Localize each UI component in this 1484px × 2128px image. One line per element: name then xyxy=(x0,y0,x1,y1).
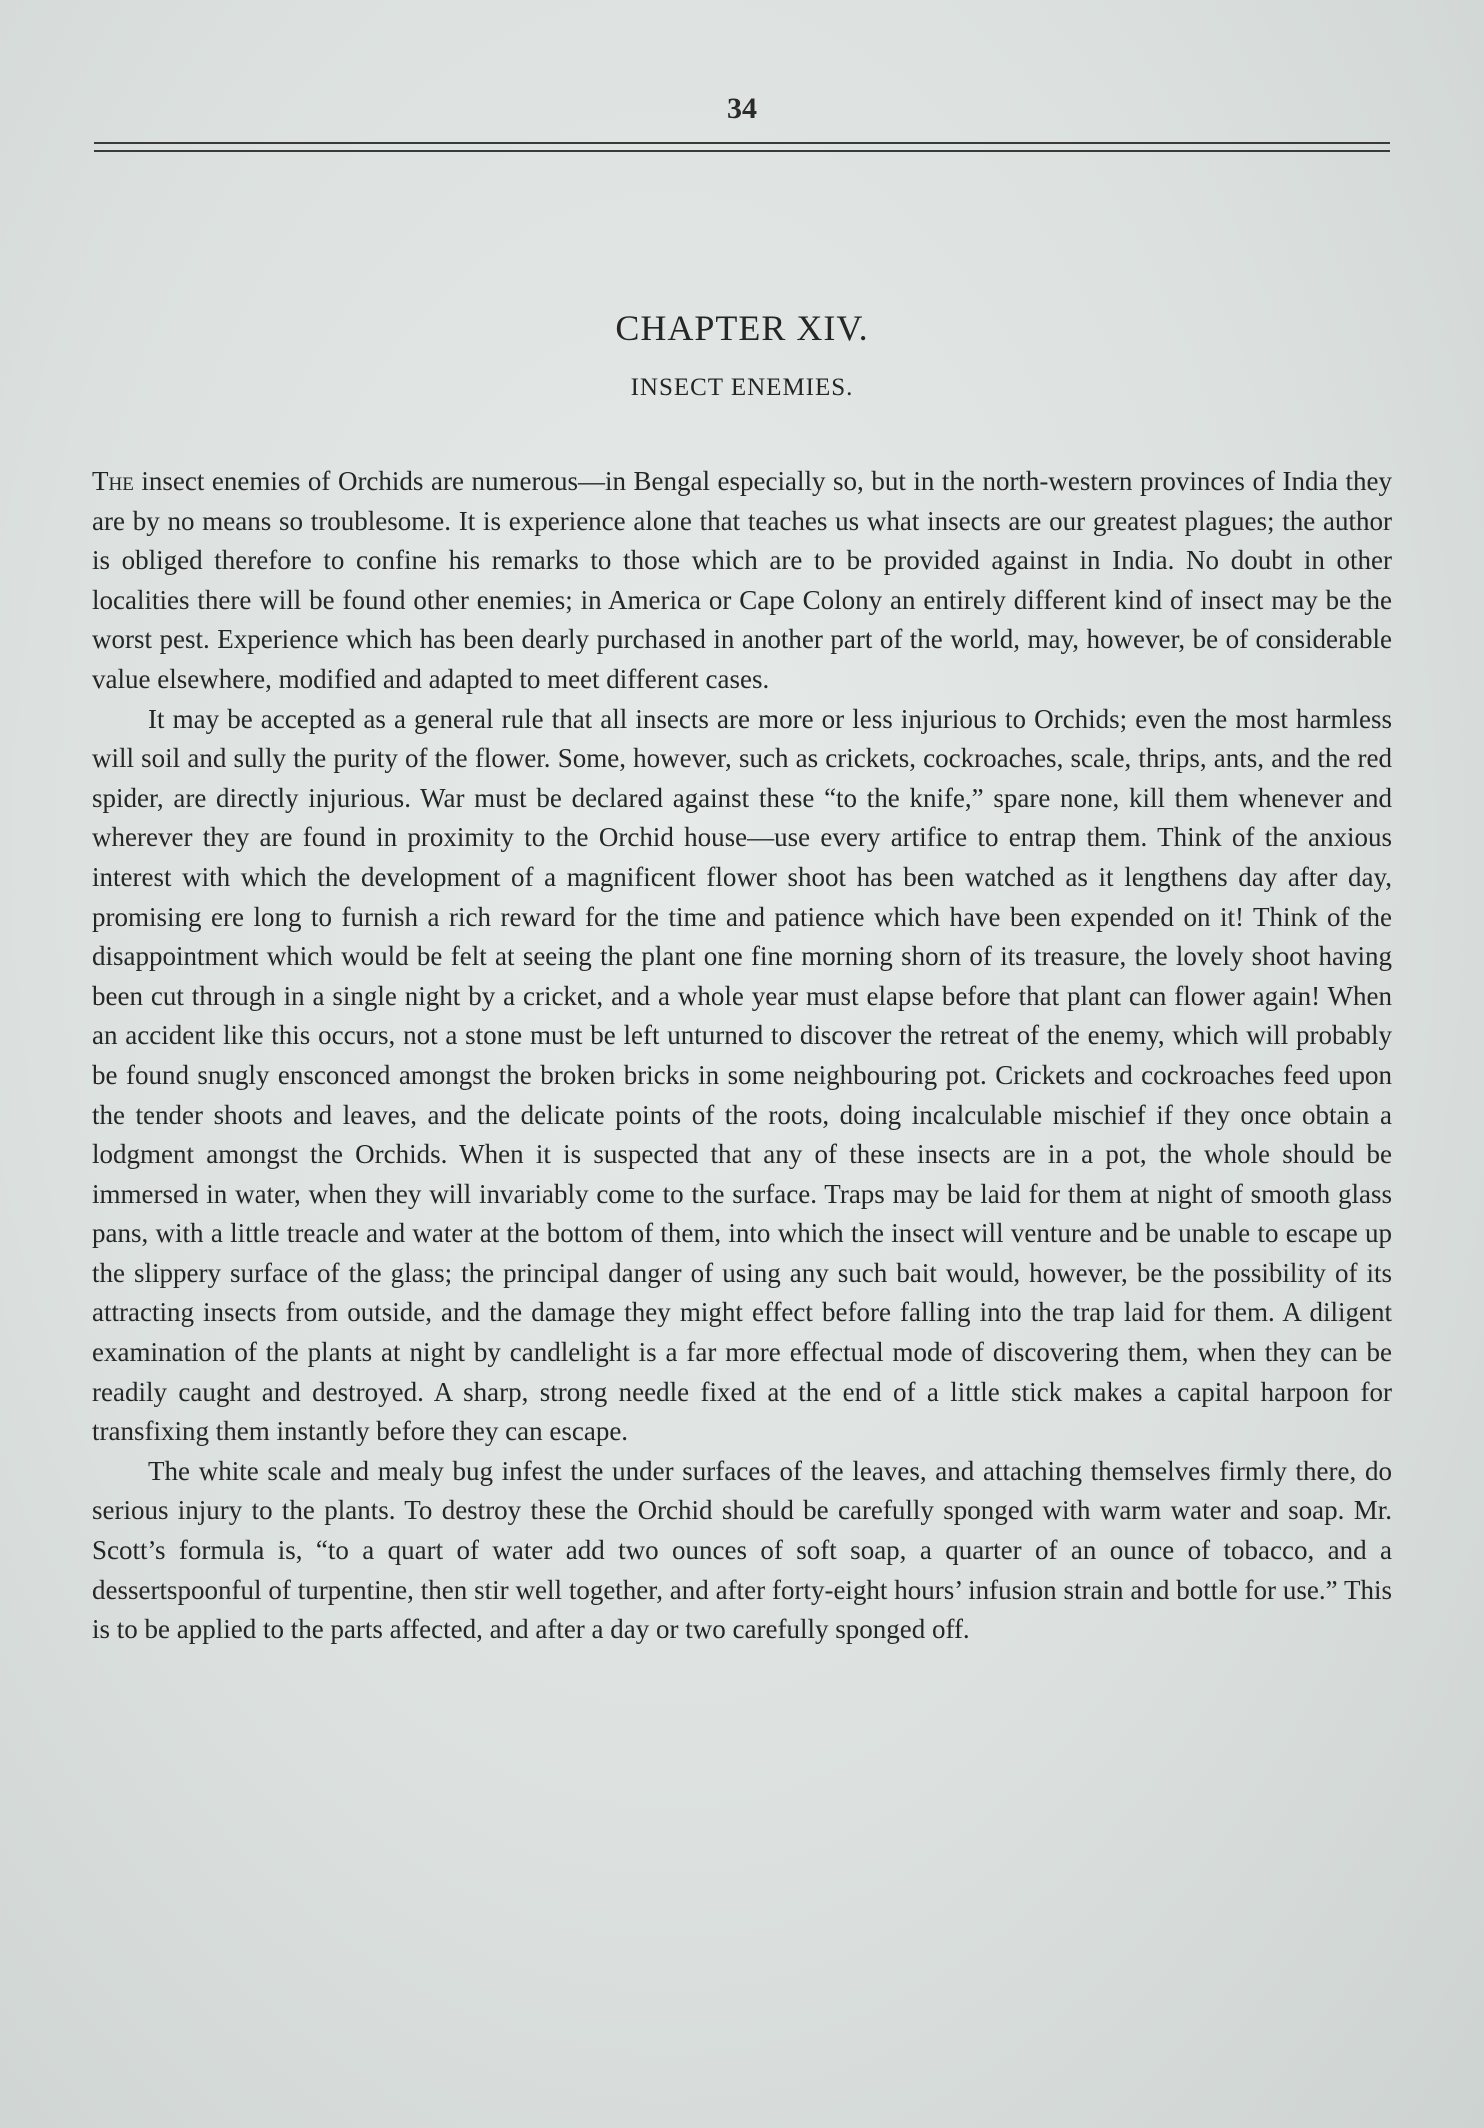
paragraph-3: The white scale and mealy bug infest the under surfaces of the leaves, and attaching themselves firmly there, do serious injury to the plants. To destroy these the Orchid should be carefully sponged with warm water and soap. Mr. Scott’s formula is, “to a quart of water add two ounces of soft soap, a quarter of an ounce of tobacco, and a dessertspoonful of turpentine, then stir well together, and after forty-eight hours’ infusion strain and bottle for use.” This is to be applied to the parts affected, and after a day or two carefully sponged off. xyxy=(92,1455,1392,1645)
chapter-subtitle: INSECT ENEMIES. xyxy=(630,374,854,401)
paragraph-1-text: insect enemies of Orchids are numerous—in Bengal especially so, but in the north-western provinces of India they are by no means so troublesome. It is experience alone that teaches us what insects are our greatest plagues; the author is obliged therefore to confine his remarks to those which are to be provided against in India. No doubt in other localities there will be found other enemies; in America or Cape Colony an entirely different kind of insect may be the worst pest. Experience which has been dearly purchased in another part of the world, may, however, be of considerable value elsewhere, modified and adapted to meet different cases. xyxy=(92,466,1392,694)
paragraph-1-lead-word: The xyxy=(92,466,134,496)
body-text xyxy=(92,462,1392,1650)
chapter-content xyxy=(92,300,1392,1650)
header-rule-bottom xyxy=(94,150,1390,152)
chapter-title: CHAPTER XIV. xyxy=(615,308,869,348)
paragraph-1 xyxy=(92,462,1392,700)
paragraph-2: It may be accepted as a general rule that all insects are more or less injurious to Orchids; even the most harmless will soil and sully the purity of the flower. Some, however, such as crickets, cockroaches, scale, thrips, ants, and the red spider, are directly injurious. War must be declared against these “to the knife,” spare none, kill them whenever and wherever they are found in proximity to the Orchid house—use every artifice to entrap them. Think of the anxious interest with which the development of a magnificent flower shoot has been watched as it lengthens day after day, promising ere long to furnish a rich reward for the time and patience which have been expended on it! Think of the disappointment which would be felt at seeing the plant one fine morning shorn of its treasure, the lovely shoot having been cut through in a single night by a cricket, and a whole year must elapse before that plant can flower again! When an accident like this occurs, not a stone must be left unturned to discover the retreat of the enemy, which will probably be found snugly ensconced amongst the broken bricks in some neighbouring pot. Crickets and cockroaches feed upon the tender shoots and leaves, and the delicate points of the roots, doing incalculable mischief if they once obtain a lodgment amongst the Orchids. When it is suspected that any of these insects are in a pot, the whole should be immersed in water, when they will invariably come to the surface. Traps may be laid for them at night of smooth glass pans, with a little treacle and water at the bottom of them, into which the insect will venture and be unable to escape up the slippery surface of the glass; the principal danger of using any such bait would, however, be the possibility of its attracting insects from outside, and the damage they might effect before falling into the trap laid for them. A diligent examination of the plants at night by candlelight is a far more effectual mode of discovering them, when they can be readily caught and destroyed. A sharp, strong needle fixed at the end of a little stick makes a capital harpoon for transfixing them instantly before they can escape. xyxy=(92,703,1392,1447)
page-number: 34 xyxy=(727,92,757,125)
header-rule-top xyxy=(94,142,1390,144)
